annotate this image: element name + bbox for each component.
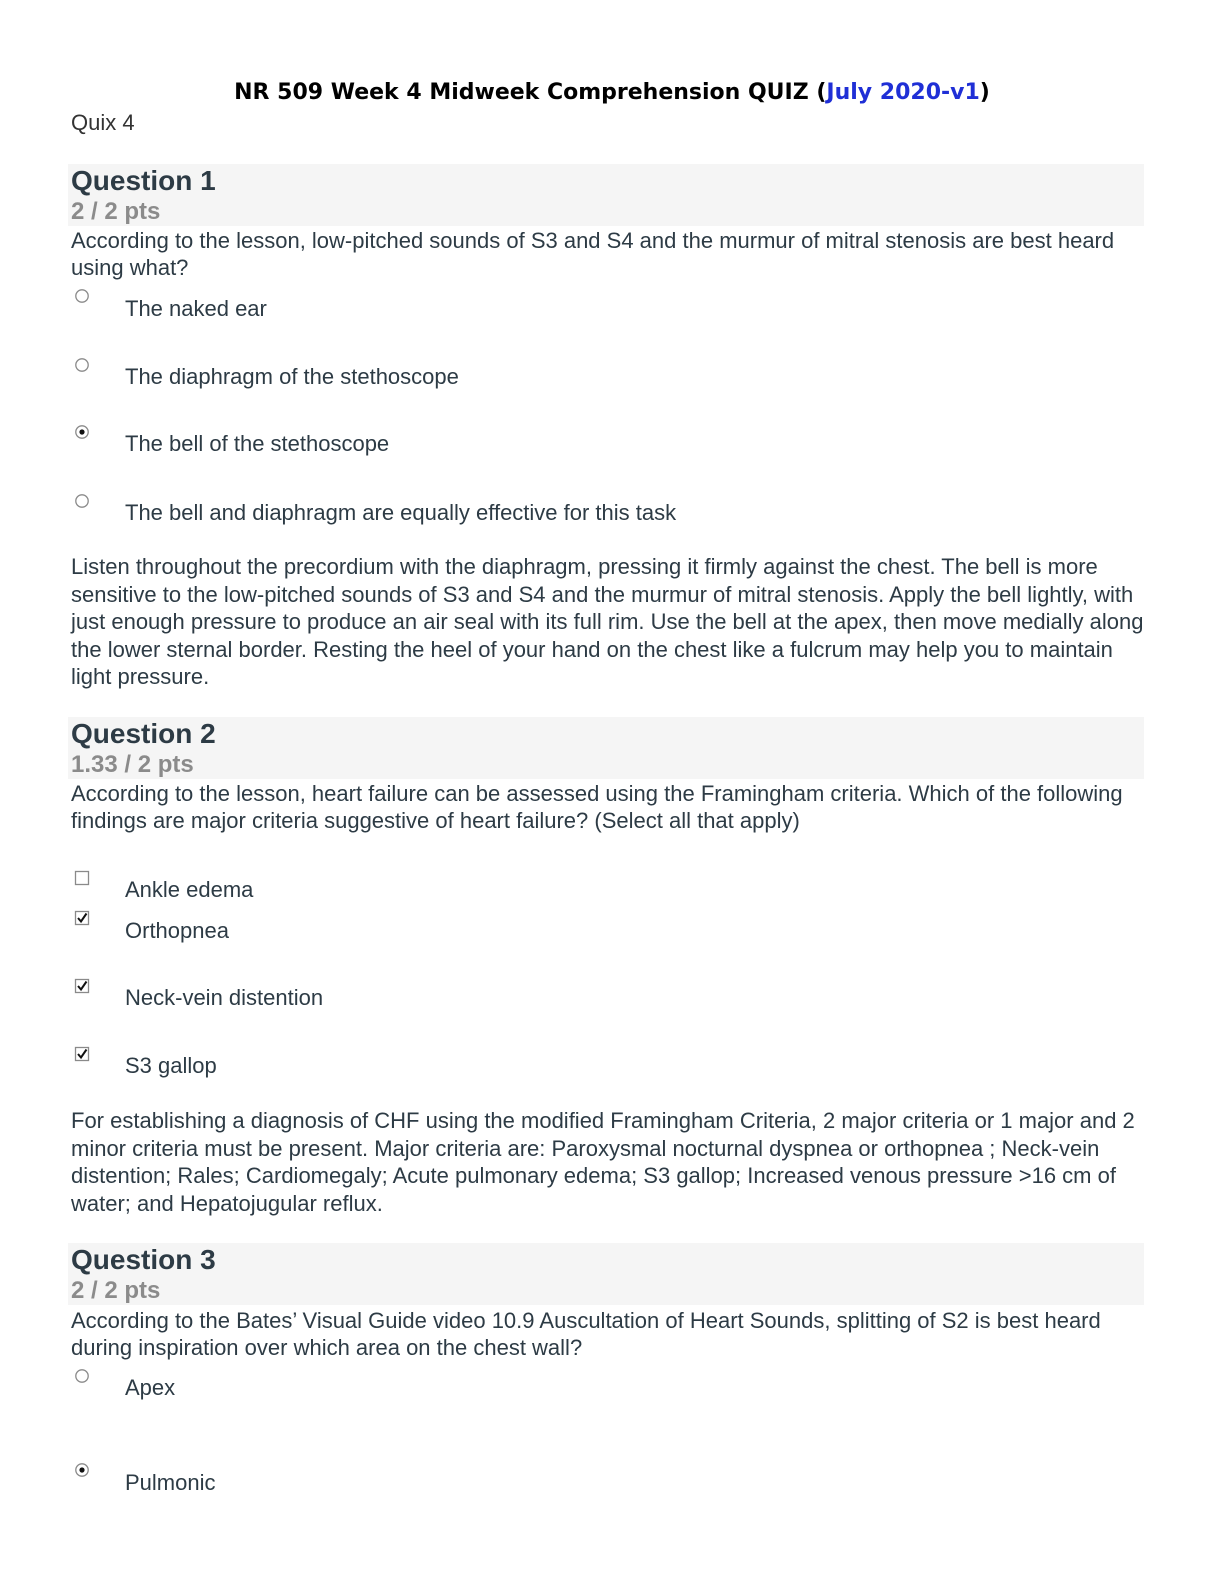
question-3-header: [68, 1243, 1144, 1305]
question-title: Question 1: [71, 165, 216, 196]
question-title: Question 2: [71, 718, 216, 749]
radio-option-2-selected[interactable]: [74, 1462, 90, 1478]
radio-option-3-selected[interactable]: [74, 424, 90, 440]
checkbox-option-4-checked[interactable]: [74, 1046, 90, 1062]
option-label: S3 gallop: [125, 1053, 217, 1078]
option-label: Ankle edema: [125, 877, 254, 902]
question-1-header: [68, 164, 1144, 226]
radio-option-4[interactable]: [74, 493, 90, 509]
option-label: Orthopnea: [125, 918, 229, 943]
radio-option-1[interactable]: [74, 288, 90, 304]
checkbox-option-2-checked[interactable]: [74, 910, 90, 926]
question-score: 2 / 2 pts: [71, 1277, 161, 1304]
answer-explanation: For establishing a diagnosis of CHF using the modified Framingham Criteria, 2 major criteria or 1 major and 2 minor criteria must be present. Major criteria are: Paroxysmal nocturnal dyspnea or orthopnea ; Neck-vein distention; Rales; Cardiomegaly; Acute pulmonary edema; S3 gallop; Increased venous pressure >16 cm of water; and Hepatojugular reflux.: [71, 1108, 1135, 1216]
checkbox-option-1[interactable]: [74, 870, 90, 886]
question-score: 1.33 / 2 pts: [71, 751, 194, 778]
option-label: The bell and diaphragm are equally effective for this task: [125, 500, 677, 525]
radio-option-1[interactable]: [74, 1368, 90, 1384]
option-label: Apex: [125, 1375, 176, 1400]
document-subtitle: Quix 4: [71, 110, 135, 135]
answer-explanation: Listen throughout the precordium with the diaphragm, pressing it firmly against the chest. The bell is more sensitive to the low-pitched sounds of S3 and S4 and the murmur of mitral stenosis. Apply the bell lightly, with just enough pressure to produce an air seal with its full rim. Use the bell at the apex, then move medially along the lower sternal border. Resting the heel of your hand on the chest like a fulcrum may help you to maintain light pressure.: [71, 554, 1144, 689]
question-text: According to the lesson, heart failure can be assessed using the Framingham criteria. Which of the following findings are major criteria suggestive of heart failure? (Select all that apply): [71, 781, 1123, 833]
option-label: Pulmonic: [125, 1470, 216, 1495]
checkbox-option-3-checked[interactable]: [74, 978, 90, 994]
question-title: Question 3: [71, 1244, 216, 1275]
option-label: The diaphragm of the stethoscope: [125, 364, 459, 389]
radio-option-2[interactable]: [74, 357, 90, 373]
option-label: The naked ear: [125, 296, 267, 321]
option-label: The bell of the stethoscope: [125, 431, 390, 456]
option-label: Neck-vein distention: [125, 985, 324, 1010]
question-score: 2 / 2 pts: [71, 198, 161, 225]
document-title: NR 509 Week 4 Midweek Comprehension QUIZ (July 2020-v1): [234, 80, 990, 105]
question-text: According to the lesson, low-pitched sounds of S3 and S4 and the murmur of mitral stenosis are best heard using what?: [71, 228, 1115, 280]
title-version: July 2020-v1: [826, 80, 980, 105]
question-2-header: [68, 717, 1144, 779]
question-text: According to the Bates’ Visual Guide video 10.9 Auscultation of Heart Sounds, splitting of S2 is best heard during inspiration over which area on the chest wall?: [71, 1308, 1101, 1360]
